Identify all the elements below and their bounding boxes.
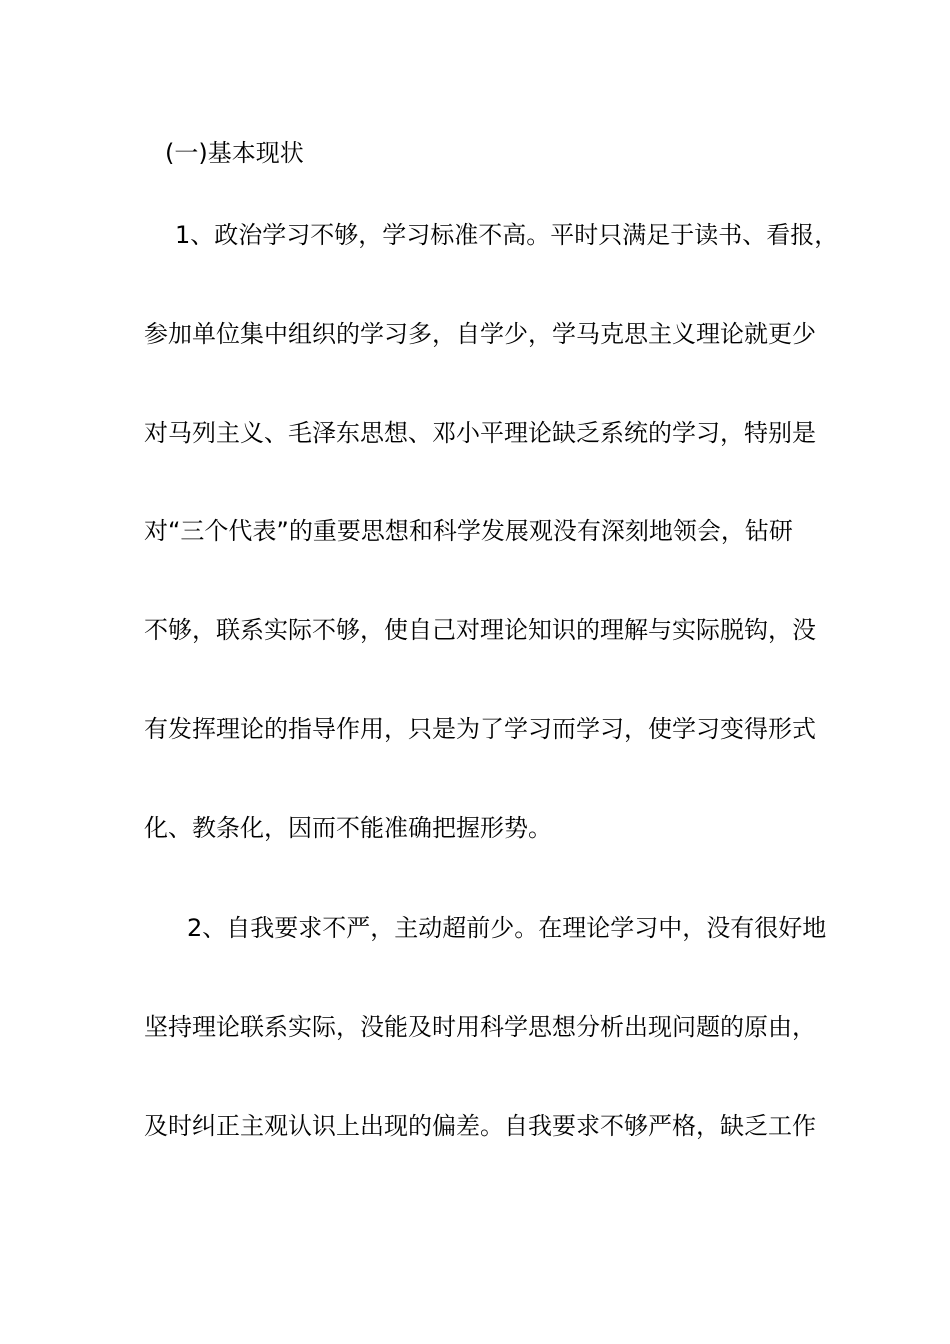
- paragraph1-line: 对“三个代表”的重要思想和科学发展观没有深刻地领会，钻研: [144, 517, 793, 545]
- paragraph1-line: 1、政治学习不够，学习标准不高。平时只满足于读书、看报，: [175, 221, 839, 249]
- paragraph1-line: 对马列主义、毛泽东思想、邓小平理论缺乏系统的学习，特别是: [144, 419, 816, 447]
- paragraph2-line: 2、自我要求不严，主动超前少。在理论学习中，没有很好地: [187, 914, 827, 942]
- paragraph1-line: 化、教条化，因而不能准确把握形势。: [144, 814, 552, 842]
- paragraph2-line: 及时纠正主观认识上出现的偏差。自我要求不够严格，缺乏工作: [144, 1112, 816, 1140]
- paragraph1-line: 不够，联系实际不够，使自己对理论知识的理解与实际脱钩，没: [144, 616, 816, 644]
- paragraph2-line: 坚持理论联系实际，没能及时用科学思想分析出现问题的原由，: [144, 1013, 816, 1041]
- section-heading: (一)基本现状: [165, 139, 304, 167]
- paragraph1-line: 有发挥理论的指导作用，只是为了学习而学习，使学习变得形式: [144, 715, 816, 743]
- paragraph1-line: 参加单位集中组织的学习多，自学少，学马克思主义理论就更少: [144, 320, 816, 348]
